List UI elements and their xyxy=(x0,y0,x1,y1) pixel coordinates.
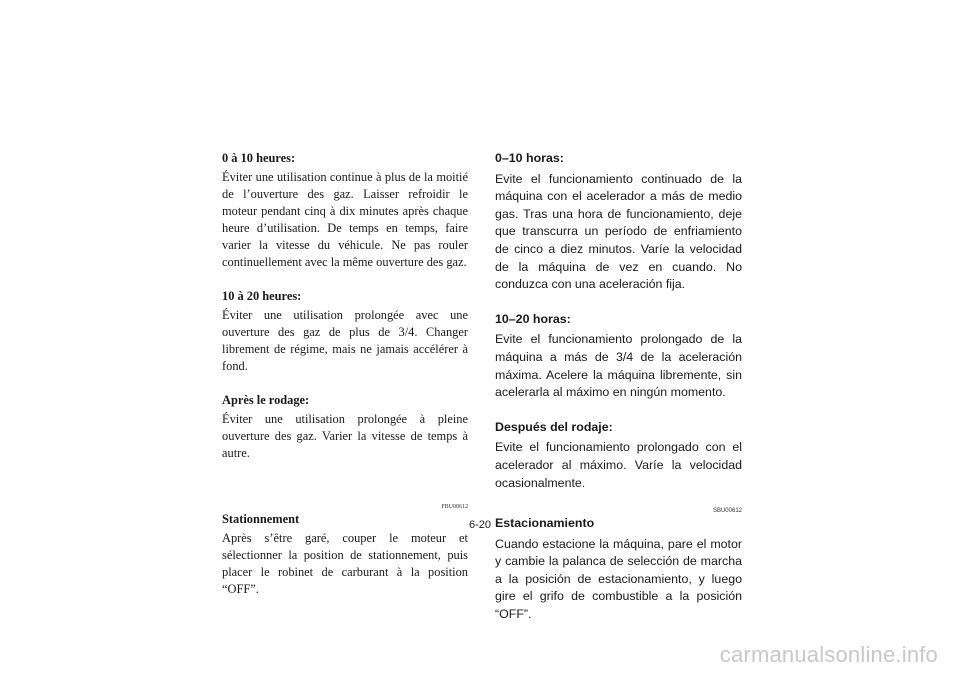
fr-heading-parking: Stationnement xyxy=(222,512,300,526)
fr-heading-after-break-in: Après le rodage: xyxy=(222,393,310,407)
fr-paragraph-parking: Après s’être garé, couper le moteur et sélectionner la position de stationnement, puis placer le robinet de carburant à la position “OFF”. xyxy=(222,531,468,596)
fr-heading-10-20: 10 à 20 heures: xyxy=(222,289,302,303)
es-heading-after-break-in: Después del rodaje: xyxy=(495,419,613,434)
es-section-code: SBU00612 xyxy=(712,508,742,515)
fr-paragraph-after-break-in: Éviter une utilisation prolongée à pleine ouverture des gaz. Varier la vitesse de temps à autre. xyxy=(222,412,468,460)
fr-heading-0-10: 0 à 10 heures: xyxy=(222,151,296,165)
spanish-column xyxy=(495,150,742,624)
es-paragraph-0-10: Evite el funcionamiento continuado de la máquina con el acelerador a más de medio gas. Tras una hora de funcionamiento, deje que transcurra un período de enfriamiento de cinco a diez minutos. Varíe la velocidad de la máquina de vez en cuando. No conduzca con una aceleración fija. xyxy=(495,171,742,292)
fr-paragraph-0-10: Éviter une utilisation continue à plus de la moitié de l’ouverture des gaz. Laisser refroidir le moteur pendant cinq à dix minutes après chaque heure d’utilisation. De temps en temps, faire varier la vitesse du véhicule. Ne pas rouler continuellement avec la même ouverture des gaz. xyxy=(222,170,468,269)
es-paragraph-after-break-in: Evite el funcionamiento prolongado con el acelerador al máximo. Varíe la velocidad ocasionalmente. xyxy=(495,440,742,490)
watermark: carmanualsonline.info xyxy=(719,642,938,667)
es-heading-0-10: 0–10 horas: xyxy=(495,151,564,165)
page-number: 6-20 xyxy=(468,519,492,531)
fr-section-code: FBU00612 xyxy=(441,504,468,510)
fr-paragraph-10-20: Éviter une utilisation prolongée avec une ouverture des gaz de plus de 3/4. Changer librement de régime, mais ne jamais accélérer à fond. xyxy=(222,308,468,373)
es-paragraph-10-20: Evite el funcionamiento prolongado de la máquina a más de 3/4 de la aceleración máxima. Acelere la máquina libremente, sin acelerarla al máximo en ningún momento. xyxy=(495,332,742,400)
es-heading-parking: Estacionamiento xyxy=(495,516,595,531)
es-paragraph-parking: Cuando estacione la máquina, pare el motor y cambie la palanca de selección de marcha a la posición de estacionamiento, y luego gire el grifo de combustible a la posición “OFF”. xyxy=(495,536,742,622)
es-heading-10-20: 10–20 horas: xyxy=(495,311,571,326)
